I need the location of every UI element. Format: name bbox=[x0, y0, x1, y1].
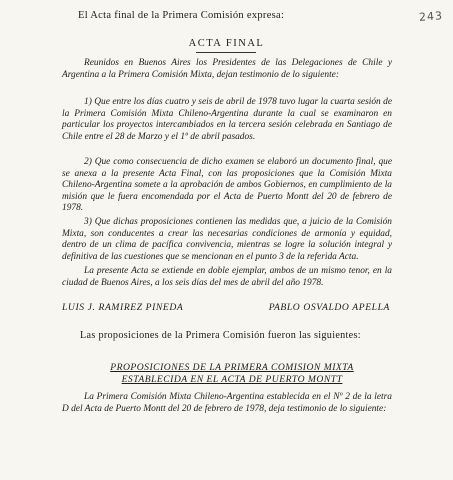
item-1-paragraph: 1) Que entre los días cuatro y seis de abril de 1978 tuvo lugar la cuarta sesión de la Primera Comisión Mixta Chileno-Argentina durante la cual se examinaron en particular los proyectos intercambiados en la tercera sesión celebrada en Santiago de Chile entre el 28 de Marzo y el 1º de abril pasados. bbox=[62, 97, 392, 142]
closing-paragraph: La presente Acta se extiende en doble ejemplar, ambos de un mismo tenor, en la ciudad de Buenos Aires, a los seis días del mes de abril del año 1978. bbox=[62, 266, 392, 288]
handwritten-page-number: 243 bbox=[418, 9, 444, 24]
proposals-intro-line: Las proposiciones de la Primera Comisión fueron las siguientes: bbox=[80, 330, 361, 341]
proposals-heading bbox=[62, 362, 402, 386]
document-title: ACTA FINAL bbox=[188, 38, 265, 49]
signature-right: PABLO OSVALDO APELLA bbox=[268, 302, 390, 313]
intro-line: El Acta final de la Primera Comisión expresa: bbox=[78, 10, 285, 21]
proposals-heading-line-2: ESTABLECIDA EN EL ACTA DE PUERTO MONTT bbox=[121, 374, 343, 385]
signature-left: LUIS J. RAMIREZ PINEDA bbox=[62, 302, 184, 313]
item-3-paragraph: 3) Que dichas proposiciones contienen las medidas que, a juicio de la Comisión Mixta, son conducentes a crear las necesarias condiciones de armonía y equidad, dentro de un clima de pacífica convivencia, mientras se logre la solución integral y definitiva de las cuestiones que se mencionan en el punto 3 de la referida Acta. bbox=[62, 217, 392, 262]
opening-paragraph: Reunidos en Buenos Aires los Presidentes de las Delegaciones de Chile y Argentina a la Primera Comisión Mixta, dejan testimonio de lo siguiente: bbox=[62, 58, 392, 80]
final-paragraph: La Primera Comisión Mixta Chileno-Argentina establecida en el Nº 2 de la letra D del Acta de Puerto Montt del 20 de febrero de 1978, deja testimonio de lo siguiente: bbox=[62, 392, 392, 414]
item-2-paragraph: 2) Que como consecuencia de dicho examen se elaboró un documento final, que se anexa a la presente Acta Final, con las proposiciones que la Comisión Mixta Chileno-Argentina somete a la aprobación de ambos Gobiernos, en cumplimiento de la misión que le fuera encomendada por el Acta de Puerto Montt del 20 de febrero de 1978. bbox=[62, 157, 392, 214]
title-underline bbox=[196, 52, 256, 53]
proposals-heading-line-1: PROPOSICIONES DE LA PRIMERA COMISION MIXTA bbox=[110, 362, 354, 373]
